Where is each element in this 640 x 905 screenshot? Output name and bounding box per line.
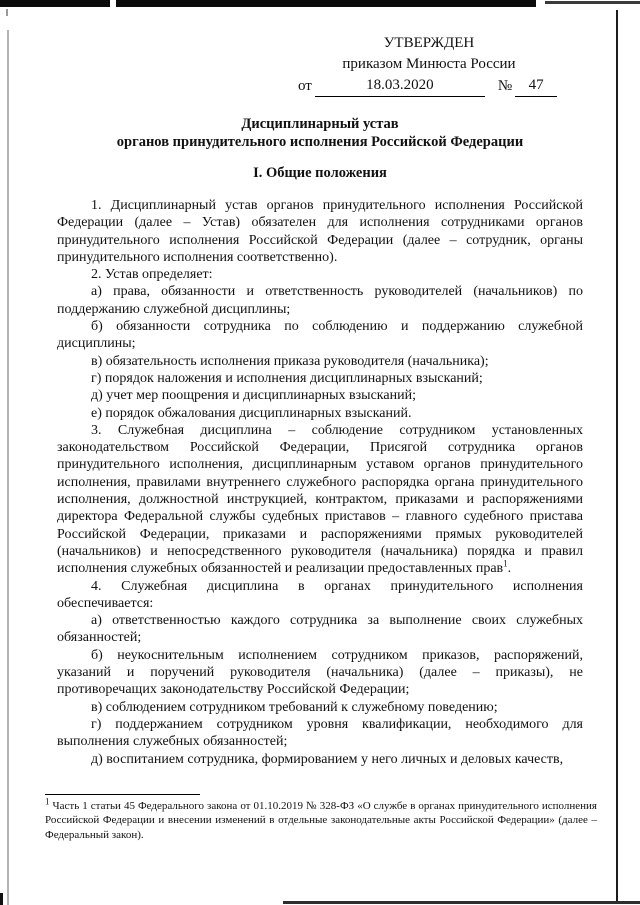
scan-border-top — [0, 0, 536, 7]
body-paragraph: а) права, обязанности и ответственность руководителей (начальников) по поддержанию служебной дисциплины; — [57, 284, 583, 317]
footnote — [45, 796, 597, 843]
scan-border-top-notch — [110, 0, 116, 7]
body-paragraph: г) порядок наложения и исполнения дисциплинарных взысканий; — [91, 370, 483, 386]
scan-border-bottom — [283, 901, 640, 904]
scan-border-left-corner — [0, 893, 3, 905]
scan-border-top-right — [545, 1, 640, 4]
paragraph-text: 3. Служебная дисциплина – соблюдение сотрудником установленных законодательством Российской Федерации, Присягой сотрудника органов принудительного исполнения, дисциплинарным уставом органов принудительного исполнения, правилами внутреннего служебного распорядка органа принудительного исполнения, должностной инструкцией, контрактом, приказами и распоряжениями директора Федеральной службы судебных приставов – главного судебного пристава Российской Федерации, приказами и распоряжениями прямых руководителей (начальников) и непосредственного руководителя (начальника) порядка и правил исполнения служебных обязанностей и реализации предоставленных прав — [57, 422, 583, 577]
body-paragraph: е) порядок обжалования дисциплинарных взысканий. — [91, 405, 412, 421]
body-paragraph: 1. Дисциплинарный устав органов принудительного исполнения Российской Федерации (далее – Устав) обязателен для исполнения сотрудниками органов принудительного исполнения Российской Федерации (далее – сотрудник, органы принудительного исполнения соответственно). — [57, 198, 583, 265]
body-paragraph: в) обязательность исполнения приказа руководителя (начальника); — [91, 353, 489, 369]
body-paragraph: б) обязанности сотрудника по соблюдению и поддержанию служебной дисциплины; — [57, 319, 583, 352]
approval-number-value: 47 — [515, 75, 557, 97]
document-body — [57, 197, 583, 768]
approval-date-line — [298, 75, 560, 97]
approval-number-sign: № — [497, 78, 513, 94]
footnote-separator — [45, 794, 200, 795]
body-paragraph: 4. Служебная дисциплина в органах принудительного исполнения обеспечивается: — [57, 578, 583, 611]
footnote-ref-marker: 1 — [45, 796, 50, 807]
body-paragraph: 2. Устав определяет: — [91, 267, 213, 283]
approval-by-line: приказом Минюста России — [342, 56, 516, 72]
document-title-line1: Дисциплинарный устав — [241, 116, 399, 132]
body-paragraph: д) учет мер поощрения и дисциплинарных взысканий; — [91, 388, 416, 404]
scan-border-right — [616, 10, 618, 903]
body-paragraph: а) ответственностью каждого сотрудника за выполнение своих служебных обязанностей; — [57, 613, 583, 646]
scan-border-left — [7, 30, 9, 905]
approval-block — [298, 33, 560, 97]
footnote-text: Часть 1 статьи 45 Федерального закона от 01.10.2019 № 328-ФЗ «О службе в органах принудительного исполнения Российской Федерации и внесении изменений в отдельные законодательные акты Российской Федерации» (далее – Федеральный закон). — [45, 799, 597, 841]
body-paragraph: б) неукоснительным исполнением сотрудником приказов, распоряжений, указаний и поручений руководителя (начальника) (далее – приказы), не противоречащих законодательству Российской Федерации; — [57, 647, 583, 698]
section-heading: I. Общие положения — [253, 165, 387, 181]
approval-from-label: от — [298, 78, 312, 94]
approval-date-value: 18.03.2020 — [315, 75, 485, 97]
body-paragraph — [57, 422, 583, 578]
body-paragraph: д) воспитанием сотрудника, формированием у него личных и деловых качеств, — [91, 751, 564, 767]
body-paragraph: в) соблюдением сотрудником требований к служебному поведению; — [91, 699, 498, 715]
scan-border-left-dash — [6, 9, 8, 16]
approval-status: УТВЕРЖДЕН — [383, 35, 475, 51]
footnote-ref-marker: 1 — [503, 558, 508, 569]
body-paragraph: г) поддержанием сотрудником уровня квалификации, необходимого для выполнения служебных обязанностей; — [57, 716, 583, 750]
document-title-line2: органов принудительного исполнения Российской Федерации — [116, 134, 524, 150]
document-title — [57, 115, 583, 151]
paragraph-tail: . — [507, 561, 512, 577]
